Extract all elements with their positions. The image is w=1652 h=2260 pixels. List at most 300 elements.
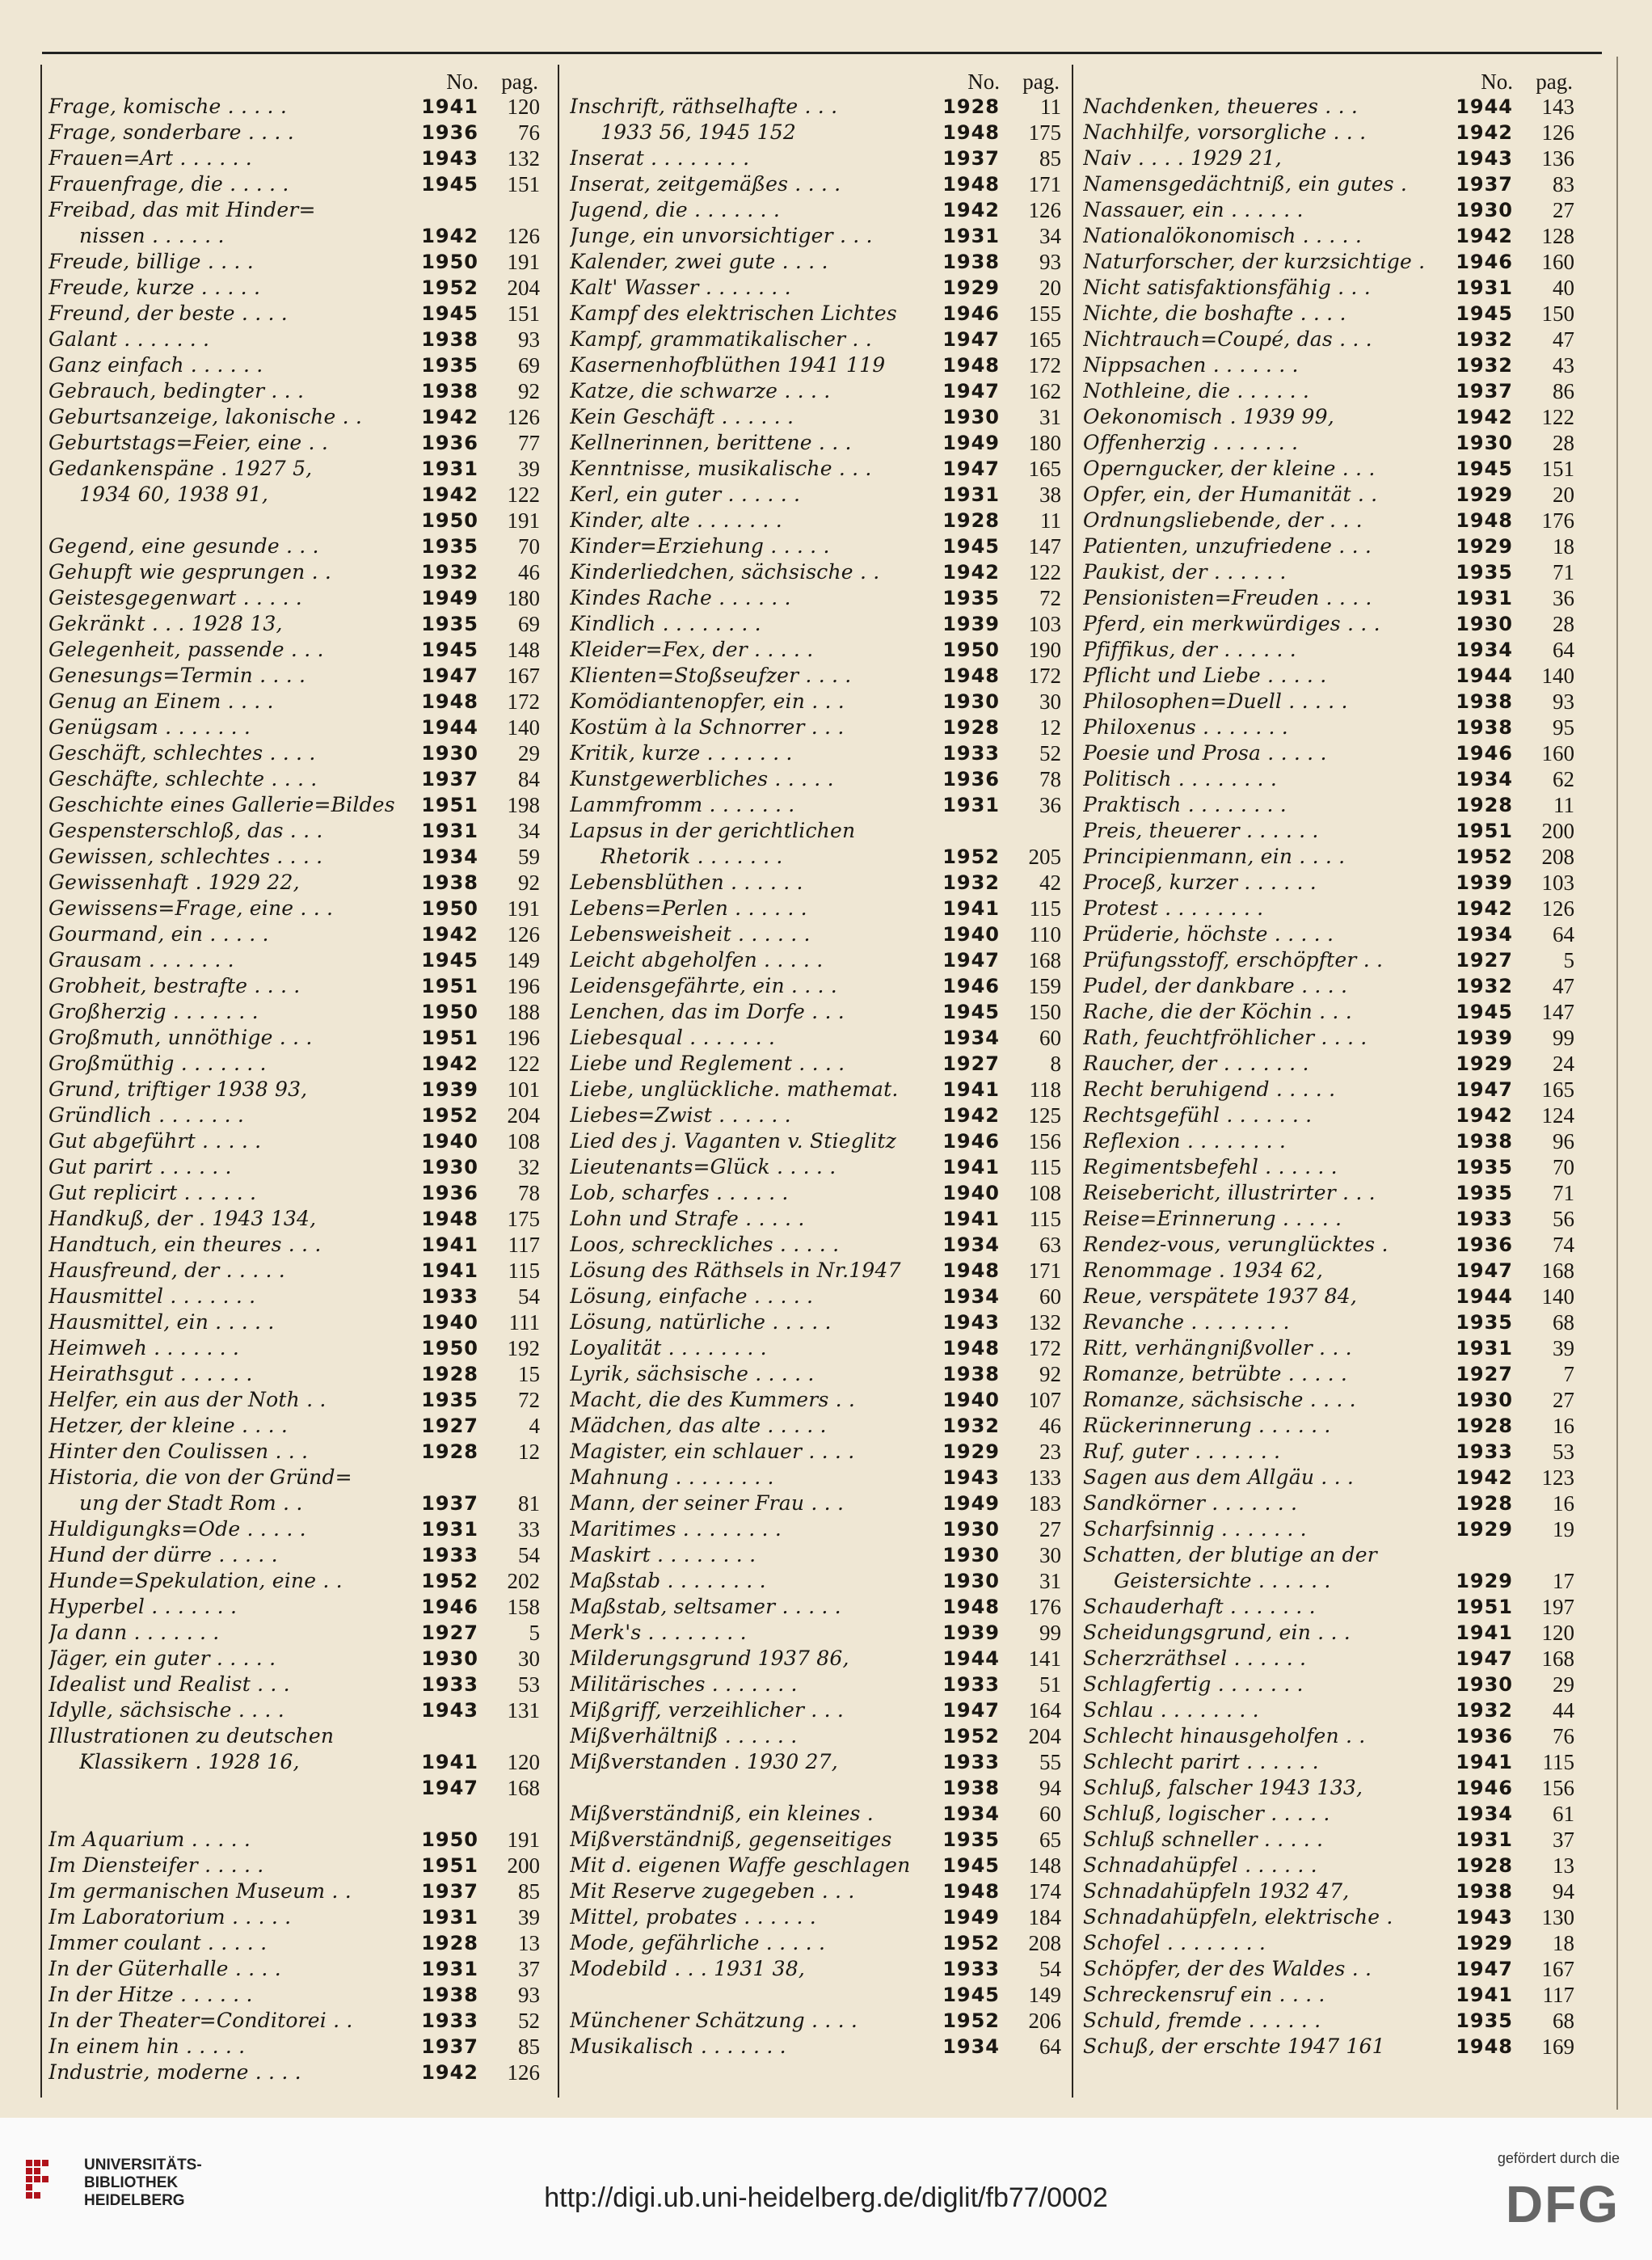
entry-page: 39 — [518, 457, 540, 481]
index-entry — [1083, 94, 1578, 120]
entry-issue-number: 1942 — [942, 199, 1000, 221]
entry-issue-number: 1936 — [1456, 1725, 1513, 1748]
index-entry — [48, 1103, 543, 1128]
entry-issue-number: 1942 — [1456, 1104, 1513, 1127]
entry-page: 68 — [1553, 1310, 1574, 1334]
entry-page: 37 — [518, 1957, 540, 1981]
entry-term: Naiv . . . . 1929 21, — [1083, 146, 1282, 170]
entry-term: Historia, die von der Gründ= — [48, 1465, 352, 1489]
entry-page: 42 — [1039, 871, 1061, 895]
entry-page: 81 — [518, 1491, 540, 1516]
entry-term: Mode, gefährliche . . . . . — [570, 1931, 826, 1954]
entry-issue-number: 1928 — [421, 1363, 478, 1385]
index-entry — [48, 766, 543, 792]
entry-term: Gut parirt . . . . . . — [48, 1155, 232, 1178]
entry-page: 136 — [1541, 146, 1574, 171]
entry-term: Reisebericht, illustrirter . . . — [1083, 1181, 1376, 1204]
entry-term: Industrie, moderne . . . . — [48, 2060, 301, 2084]
entry-term: Frage, sonderbare . . . . — [48, 120, 294, 144]
entry-issue-number: 1930 — [1456, 432, 1513, 454]
entry-term: Lebensweisheit . . . . . . — [570, 922, 811, 946]
entry-term: Geschäft, schlechtes . . . . — [48, 741, 316, 765]
entry-page: 191 — [507, 508, 540, 533]
entry-term: Grobheit, bestrafte . . . . — [48, 974, 301, 997]
document-url-link[interactable]: http://digi.ub.uni-heidelberg.de/diglit/fb77/0002 — [544, 2182, 1108, 2213]
entry-page: 111 — [508, 1310, 540, 1334]
entry-issue-number: 1935 — [421, 613, 478, 635]
column-rule-left — [40, 65, 42, 2098]
entry-term: Gekränkt . . . 1928 13, — [48, 612, 283, 635]
entry-issue-number: 1943 — [942, 1466, 1000, 1489]
entry-term: Nichte, die boshafte . . . . — [1083, 301, 1346, 325]
entry-term: Rhetorik . . . . . . . — [601, 845, 783, 868]
entry-issue-number: 1936 — [1456, 1233, 1513, 1256]
entry-term: Mann, der seiner Frau . . . — [570, 1491, 845, 1515]
entry-issue-number: 1939 — [421, 1078, 478, 1101]
entry-issue-number: 1932 — [942, 871, 1000, 894]
entry-page: 65 — [1039, 1828, 1061, 1852]
entry-term: Poesie und Prosa . . . . . — [1083, 741, 1327, 765]
index-entry — [1083, 2008, 1578, 2034]
entry-issue-number: 1947 — [942, 328, 1000, 351]
entry-issue-number: 1950 — [421, 509, 478, 532]
entry-issue-number: 1942 — [1456, 1466, 1513, 1489]
index-entry — [570, 1128, 1064, 1154]
entry-page: 126 — [1541, 896, 1574, 921]
entry-page: 143 — [1541, 95, 1574, 119]
index-entry — [48, 1723, 543, 1749]
entry-issue-number: 1939 — [942, 1621, 1000, 1644]
index-entry — [1083, 818, 1578, 844]
entry-issue-number: 1941 — [1456, 1984, 1513, 2006]
index-entry — [570, 1672, 1064, 1697]
index-entry — [570, 663, 1064, 689]
index-entry — [1083, 1387, 1578, 1413]
entry-page: 84 — [518, 767, 540, 791]
entry-issue-number: 1947 — [1456, 1259, 1513, 1282]
entry-page: 40 — [1553, 276, 1574, 300]
entry-page: 34 — [518, 819, 540, 843]
index-entry — [1083, 921, 1578, 947]
entry-term: Kinderliedchen, sächsische . . — [570, 560, 880, 584]
entry-page: 92 — [518, 871, 540, 895]
entry-page: 115 — [1029, 1207, 1061, 1231]
index-entry — [570, 2008, 1064, 2034]
entry-issue-number: 1948 — [942, 1337, 1000, 1360]
index-entry — [1083, 896, 1578, 921]
entry-issue-number: 1929 — [1456, 483, 1513, 506]
index-entry — [1083, 1491, 1578, 1516]
entry-issue-number: 1946 — [1456, 1777, 1513, 1799]
entry-issue-number: 1931 — [1456, 1337, 1513, 1360]
entry-issue-number: 1927 — [942, 1052, 1000, 1075]
entry-page: 36 — [1039, 793, 1061, 817]
index-entry — [1083, 715, 1578, 740]
entry-term: Helfer, ein aus der Noth . . — [48, 1388, 327, 1411]
index-entry — [48, 637, 543, 663]
index-entry — [1083, 585, 1578, 611]
index-entry — [48, 1309, 543, 1335]
entry-page: 196 — [507, 974, 540, 998]
index-entry — [48, 1439, 543, 1465]
entry-term: Gehupft wie gesprungen . . — [48, 560, 332, 584]
entry-page: 77 — [518, 431, 540, 455]
entry-page: 172 — [1028, 1336, 1061, 1360]
entry-term: Modebild . . . 1931 38, — [570, 1957, 806, 1980]
entry-page: 76 — [1553, 1724, 1574, 1748]
entry-page: 52 — [1039, 741, 1061, 765]
entry-issue-number: 1928 — [942, 716, 1000, 739]
entry-page: 55 — [1039, 1750, 1061, 1774]
index-entry — [48, 171, 543, 197]
entry-term: Geistesgegenwart . . . . . — [48, 586, 302, 609]
entry-page: 47 — [1553, 974, 1574, 998]
entry-term: Hunde=Spekulation, eine . . — [48, 1569, 343, 1592]
entry-issue-number: 1931 — [421, 1906, 478, 1929]
entry-page: 28 — [1553, 431, 1574, 455]
entry-term: Frauenfrage, die . . . . . — [48, 172, 289, 196]
library-line-2: BIBLIOTHEK — [84, 2174, 179, 2191]
entry-term: Rath, feuchtfröhlicher . . . . — [1083, 1026, 1368, 1049]
entry-issue-number: 1945 — [942, 1001, 1000, 1023]
entry-term: Nichtrauch=Coupé, das . . . — [1083, 327, 1372, 351]
entry-page: 172 — [1028, 353, 1061, 377]
entry-term: Handtuch, ein theures . . . — [48, 1233, 322, 1256]
index-entry — [570, 456, 1064, 482]
index-entry — [570, 1982, 1064, 2008]
index-entry — [570, 637, 1064, 663]
entry-page: 192 — [507, 1336, 540, 1360]
entry-issue-number: 1952 — [942, 845, 1000, 868]
entry-term: Offenherzig . . . . . . . — [1083, 431, 1299, 454]
entry-term: Raucher, der . . . . . . . — [1083, 1052, 1309, 1075]
entry-term: Philoxenus . . . . . . . — [1083, 715, 1288, 739]
index-entry — [48, 1904, 543, 1930]
entry-issue-number: 1948 — [942, 354, 1000, 377]
entry-issue-number: 1933 — [421, 2009, 478, 2032]
entry-term: Ritt, verhängnißvoller . . . — [1083, 1336, 1352, 1360]
dfg-logo: DFG — [1505, 2175, 1620, 2233]
entry-term: Mißgriff, verzeihlicher . . . — [570, 1698, 845, 1722]
index-column-1 — [48, 70, 543, 2094]
index-entry — [570, 2034, 1064, 2060]
entry-issue-number: 1931 — [1456, 276, 1513, 299]
entry-term: Mittel, probates . . . . . . — [570, 1905, 816, 1929]
entry-page: 96 — [1553, 1129, 1574, 1153]
entry-page: 68 — [1553, 2009, 1574, 2033]
library-line-3: HEIDELBERG — [84, 2192, 185, 2209]
entry-page: 205 — [1028, 845, 1061, 869]
entry-page: 128 — [1541, 224, 1574, 248]
entry-term: Maßstab . . . . . . . . — [570, 1569, 766, 1592]
index-entry — [48, 689, 543, 715]
entry-page: 7 — [1563, 1362, 1574, 1386]
entry-page: 15 — [518, 1362, 540, 1386]
entry-page: 5 — [529, 1621, 540, 1645]
entry-page: 159 — [1028, 974, 1061, 998]
entry-page: 85 — [1039, 146, 1061, 171]
entry-issue-number: 1931 — [1456, 1828, 1513, 1851]
entry-page: 122 — [507, 1052, 540, 1076]
entry-page: 202 — [507, 1569, 540, 1593]
index-entry — [48, 508, 543, 533]
entry-issue-number: 1947 — [942, 457, 1000, 480]
entry-term: Inserat . . . . . . . . — [570, 146, 750, 170]
index-entry — [1083, 611, 1578, 637]
entry-page: 183 — [1028, 1491, 1061, 1516]
index-entry — [570, 533, 1064, 559]
entry-page: 133 — [1028, 1465, 1061, 1490]
header-pag: pag. — [1022, 70, 1060, 94]
index-entry — [570, 1697, 1064, 1723]
entry-issue-number: 1931 — [421, 1958, 478, 1980]
entry-issue-number: 1931 — [1456, 587, 1513, 609]
header-pag: pag. — [501, 70, 538, 94]
index-entry — [570, 1232, 1064, 1258]
index-entry — [48, 896, 543, 921]
entry-term: Loos, schreckliches . . . . . — [570, 1233, 840, 1256]
index-entry — [1083, 1749, 1578, 1775]
entry-page: 37 — [1553, 1828, 1574, 1852]
index-entry — [1083, 430, 1578, 456]
entry-issue-number: 1941 — [421, 95, 478, 118]
entry-term: In der Theater=Conditorei . . — [48, 2009, 353, 2032]
entry-issue-number: 1933 — [942, 1958, 1000, 1980]
index-entry — [570, 921, 1064, 947]
index-entry — [570, 715, 1064, 740]
entry-issue-number: 1936 — [421, 432, 478, 454]
entry-page: 20 — [1553, 483, 1574, 507]
entry-page: 95 — [1553, 715, 1574, 740]
entry-issue-number: 1929 — [942, 1440, 1000, 1463]
entry-issue-number: 1928 — [421, 1932, 478, 1954]
entry-page: 94 — [1553, 1879, 1574, 1904]
index-entry — [1083, 1232, 1578, 1258]
entry-term: Protest . . . . . . . . — [1083, 896, 1264, 920]
entry-issue-number: 1950 — [421, 1828, 478, 1851]
entry-issue-number: 1948 — [421, 1208, 478, 1230]
entry-issue-number: 1946 — [1456, 251, 1513, 273]
index-column-3 — [1083, 70, 1578, 2094]
entry-issue-number: 1935 — [1456, 561, 1513, 584]
entry-page: 120 — [507, 1750, 540, 1774]
index-entry — [48, 1749, 543, 1775]
entry-issue-number: 1932 — [1456, 975, 1513, 997]
entry-term: Mißverhältniß . . . . . . — [570, 1724, 798, 1748]
entry-issue-number: 1934 — [1456, 923, 1513, 946]
entry-issue-number: 1945 — [421, 173, 478, 196]
entry-term: Militärisches . . . . . . . — [570, 1672, 798, 1696]
index-entry — [48, 999, 543, 1025]
entry-term: Kellnerinnen, berittene . . . — [570, 431, 852, 454]
index-entry — [48, 818, 543, 844]
entry-page: 126 — [507, 922, 540, 947]
entry-page: 16 — [1553, 1414, 1574, 1438]
entry-page: 115 — [1029, 896, 1061, 921]
entry-term: Prüfungsstoff, erschöpfter . . — [1083, 948, 1384, 972]
entry-page: 197 — [1541, 1595, 1574, 1619]
entry-issue-number: 1939 — [1456, 871, 1513, 894]
entry-term: Sagen aus dem Allgäu . . . — [1083, 1465, 1355, 1489]
entry-term: Lösung des Räthsels in Nr.1947 — [570, 1259, 901, 1282]
entry-page: 191 — [507, 250, 540, 274]
entry-issue-number: 1952 — [942, 1932, 1000, 1954]
entry-issue-number: 1945 — [1456, 457, 1513, 480]
entry-term: Kinder, alte . . . . . . . — [570, 508, 782, 532]
index-entry — [1083, 1284, 1578, 1309]
entry-page: 61 — [1553, 1802, 1574, 1826]
entry-page: 156 — [1541, 1776, 1574, 1800]
entry-issue-number: 1927 — [421, 1621, 478, 1644]
index-entry — [570, 1180, 1064, 1206]
entry-page: 69 — [518, 612, 540, 636]
index-entry — [48, 559, 543, 585]
entry-issue-number: 1948 — [1456, 2035, 1513, 2058]
entry-page: 124 — [1541, 1103, 1574, 1128]
entry-issue-number: 1941 — [942, 897, 1000, 920]
entry-issue-number: 1946 — [942, 975, 1000, 997]
index-entry — [1083, 740, 1578, 766]
entry-term: Patienten, unzufriedene . . . — [1083, 534, 1372, 558]
entry-issue-number: 1948 — [942, 173, 1000, 196]
entry-page: 204 — [507, 1103, 540, 1128]
entry-page: 140 — [1541, 1284, 1574, 1309]
entry-page: 208 — [1541, 845, 1574, 869]
entry-page: 132 — [507, 146, 540, 171]
entry-issue-number: 1943 — [1456, 147, 1513, 170]
entry-term: Kampf des elektrischen Lichtes — [570, 301, 897, 325]
entry-page: 108 — [1028, 1181, 1061, 1205]
entry-issue-number: 1929 — [1456, 1518, 1513, 1541]
entry-page: 191 — [507, 1828, 540, 1852]
entry-page: 31 — [1039, 1569, 1061, 1593]
index-entry — [570, 740, 1064, 766]
index-entry — [1083, 482, 1578, 508]
index-entry — [1083, 1594, 1578, 1620]
entry-term: Mißverständniß, ein kleines . — [570, 1802, 874, 1825]
entry-issue-number: 1942 — [1456, 121, 1513, 144]
entry-term: Lebens=Perlen . . . . . . — [570, 896, 807, 920]
index-entry — [48, 1154, 543, 1180]
index-entry — [1083, 275, 1578, 301]
entry-issue-number: 1934 — [421, 845, 478, 868]
entry-term: Heirathsgut . . . . . . — [48, 1362, 253, 1385]
header-no: No. — [1481, 70, 1513, 94]
entry-term: Genügsam . . . . . . . — [48, 715, 251, 739]
entry-issue-number: 1949 — [942, 1906, 1000, 1929]
entry-page: 200 — [1541, 819, 1574, 843]
entry-issue-number: 1946 — [942, 1130, 1000, 1153]
entry-page: 126 — [1028, 198, 1061, 222]
index-entry — [48, 94, 543, 120]
entry-page: 93 — [1553, 689, 1574, 714]
index-entry — [1083, 1930, 1578, 1956]
entry-page: 18 — [1553, 534, 1574, 559]
entry-issue-number: 1952 — [942, 1725, 1000, 1748]
index-entry — [1083, 792, 1578, 818]
index-entry — [570, 1801, 1064, 1827]
entry-term: Kenntnisse, musikalische . . . — [570, 457, 872, 480]
entry-issue-number: 1951 — [421, 794, 478, 816]
entry-page: 17 — [1553, 1569, 1574, 1593]
entry-issue-number: 1942 — [1456, 406, 1513, 428]
entry-term: Mißverständniß, gegenseitiges — [570, 1828, 892, 1851]
entry-page: 92 — [1039, 1362, 1061, 1386]
entry-issue-number: 1933 — [421, 1285, 478, 1308]
entry-term: Hausmittel . . . . . . . — [48, 1284, 256, 1308]
index-entry — [570, 145, 1064, 171]
index-entry — [570, 585, 1064, 611]
entry-issue-number: 1930 — [421, 1156, 478, 1178]
index-entry — [570, 171, 1064, 197]
index-entry — [48, 1646, 543, 1672]
entry-page: 165 — [1028, 457, 1061, 481]
index-entry — [48, 1568, 543, 1594]
entry-term: Ja dann . . . . . . . — [48, 1621, 220, 1644]
entry-issue-number: 1930 — [421, 742, 478, 765]
entry-term: Scherzräthsel . . . . . . — [1083, 1647, 1307, 1670]
entry-issue-number: 1937 — [1456, 173, 1513, 196]
entry-issue-number: 1938 — [942, 1363, 1000, 1385]
index-entry — [1083, 999, 1578, 1025]
header-no: No. — [967, 70, 1000, 94]
entry-term: Schöpfer, der des Waldes . . — [1083, 1957, 1372, 1980]
index-entry — [48, 921, 543, 947]
entry-term: Lammfromm . . . . . . . — [570, 793, 795, 816]
entry-term: Praktisch . . . . . . . . — [1083, 793, 1287, 816]
entry-page: 51 — [1039, 1672, 1061, 1697]
entry-issue-number: 1952 — [421, 276, 478, 299]
index-entry — [1083, 1413, 1578, 1439]
index-entry — [570, 301, 1064, 327]
entry-issue-number: 1929 — [1456, 1570, 1513, 1592]
entry-term: Gewissenhaft . 1929 22, — [48, 871, 300, 894]
entry-page: 122 — [507, 483, 540, 507]
index-entry — [570, 1258, 1064, 1284]
entry-page: 126 — [507, 405, 540, 429]
entry-page: 120 — [507, 95, 540, 119]
index-entry — [570, 1749, 1064, 1775]
entry-term: 1934 60, 1938 91, — [79, 483, 269, 506]
entry-issue-number: 1952 — [942, 2009, 1000, 2032]
entry-page: 167 — [1541, 1957, 1574, 1981]
index-entry — [1083, 1672, 1578, 1697]
entry-issue-number: 1938 — [942, 251, 1000, 273]
entry-page: 30 — [518, 1647, 540, 1671]
entry-term: Schluß schneller . . . . . — [1083, 1828, 1324, 1851]
entry-term: Hyperbel . . . . . . . — [48, 1595, 238, 1618]
entry-term: Gespensterschloß, das . . . — [48, 819, 323, 842]
entry-term: Kostüm à la Schnorrer . . . — [570, 715, 845, 739]
entry-page: 28 — [1553, 612, 1574, 636]
index-entry — [48, 249, 543, 275]
entry-issue-number: 1928 — [1456, 1415, 1513, 1437]
index-entry — [48, 1413, 543, 1439]
entry-issue-number: 1928 — [421, 1440, 478, 1463]
entry-page: 117 — [1542, 1983, 1574, 2007]
index-entry — [1083, 223, 1578, 249]
entry-term: Geistersichte . . . . . . — [1114, 1569, 1331, 1592]
entry-issue-number: 1930 — [942, 1544, 1000, 1566]
index-entry — [48, 1465, 543, 1491]
entry-issue-number: 1935 — [421, 1389, 478, 1411]
index-entry — [48, 327, 543, 352]
index-entry — [48, 145, 543, 171]
entry-term: Gründlich . . . . . . . — [48, 1103, 245, 1127]
entry-page: 169 — [1541, 2034, 1574, 2059]
entry-term: Kalender, zwei gute . . . . — [570, 250, 828, 273]
entry-page: 16 — [1553, 1491, 1574, 1516]
